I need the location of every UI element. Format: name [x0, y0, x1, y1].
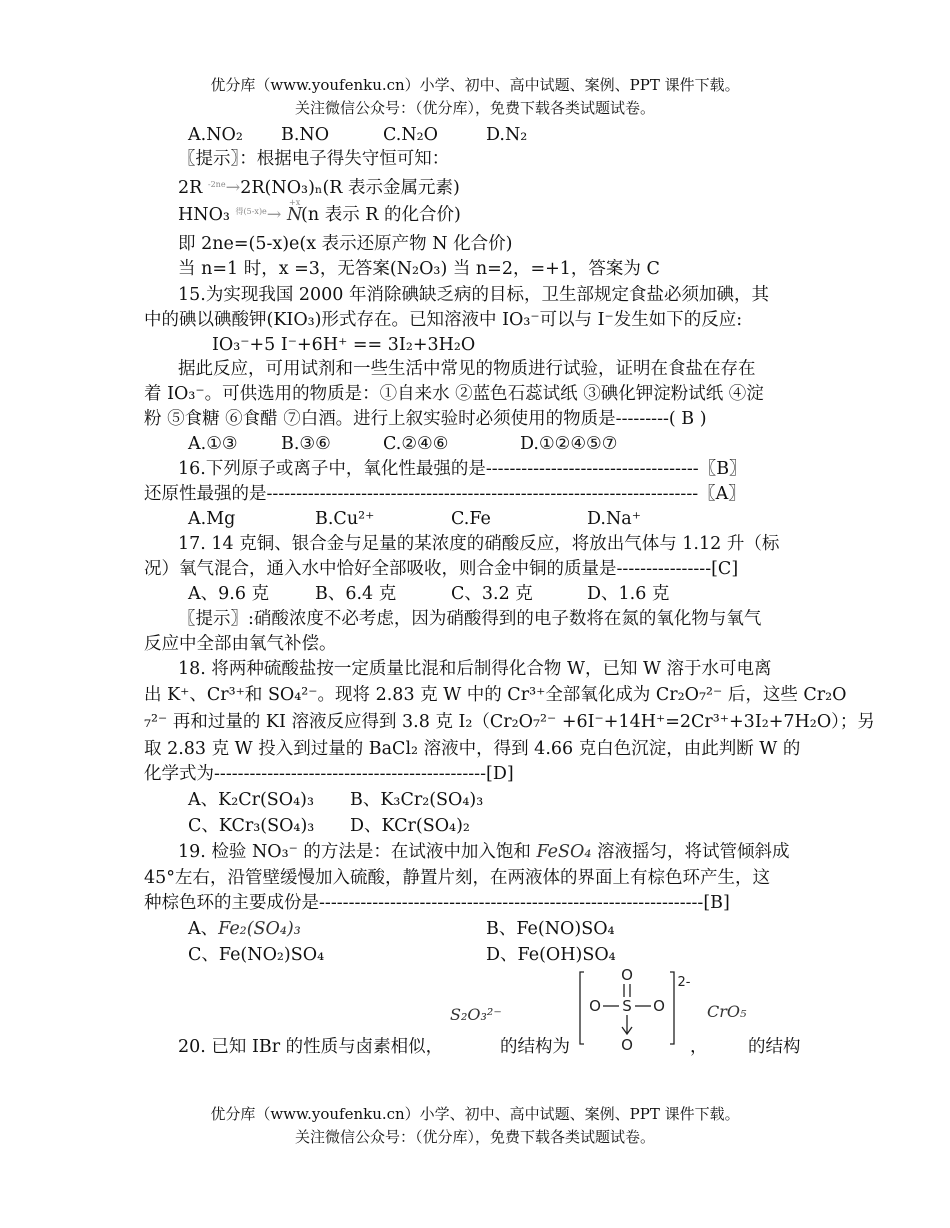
page-footer-line2: 关注微信公众号：（优分库），免费下载各类试题试卷。 — [294, 1128, 655, 1146]
q18-line-1: 18. 将两种硫酸盐按一定质量比混和后制得化合物 W，已知 W 溶于水可电离 — [178, 659, 772, 679]
q17-line-1: 17. 14 克铜、银合金与足量的某浓度的硝酸反应，将放出气体与 1.12 升（标 — [178, 534, 780, 554]
q18-line-4: 取 2.83 克 W 投入到过量的 BaCl₂ 溶液中，得到 4.66 克白色沉淀，由此判断 W 的 — [144, 739, 801, 759]
q16-option-d: D.Na⁺ — [587, 509, 641, 529]
q15-equation: IO₃⁻+5 I⁻+6H⁺ == 3I₂+3H₂O — [212, 335, 476, 355]
q17-option-b: B、6.4 克 — [315, 584, 397, 604]
q19-option-b: B、Fe(NO)SO₄ — [486, 919, 615, 939]
struct-charge: 2- — [677, 975, 691, 990]
q19-line-3: 种棕色环的主要成份是-----------------------------------------------------------------[B] — [144, 893, 730, 913]
q20-line-1c: ， — [690, 1037, 708, 1057]
page-header-line2: 关注微信公众号：（优分库），免费下载各类试题试卷。 — [294, 99, 655, 117]
struct-atom-right: O — [653, 997, 665, 1015]
q14-option-a: A.NO₂ — [188, 125, 243, 145]
q18-option-c: C、KCr₃(SO₄)₃ — [188, 816, 315, 836]
q14-line-3: 即 2ne=(5-x)e(x 表示还原产物 N 化合价) — [178, 234, 513, 254]
q19-option-d: D、Fe(OH)SO₄ — [486, 945, 616, 965]
q17-hint-2: 反应中全部由氧气补偿。 — [144, 634, 337, 654]
q20-line-1d: 的结构 — [748, 1037, 801, 1057]
q14-option-b: B.NO — [281, 125, 330, 145]
q18-line-5: 化学式为----------------------------------------------[D] — [144, 764, 514, 784]
q17-option-c: C、3.2 克 — [451, 584, 533, 604]
q15-line-1: 15.为实现我国 2000 年消除碘缺乏病的目标，卫生部规定食盐必须加碘，其 — [178, 285, 769, 305]
q20-line-1b: 的结构为 — [500, 1037, 570, 1057]
q18-option-a: A、K₂Cr(SO₄)₃ — [188, 790, 315, 810]
q15-line-5: 粉 ⑤食糖 ⑥食醋 ⑦白酒。进行上叙实验时必须使用的物质是---------( B ) — [144, 409, 707, 429]
q15-line-3: 据此反应，可用试剂和一些生活中常见的物质进行试验，证明在食盐在存在 — [178, 359, 756, 379]
q14-equation-2: HNO₃ $^{得(5-x)e}$→ +x N(n 表示 R 的化合价) — [178, 198, 461, 225]
q14-option-d: D.N₂ — [486, 125, 528, 145]
q15-line-4: 着 IO₃⁻。可供选用的物质是：①自来水 ②蓝色石蕊试纸 ③碘化钾淀粉试纸 ④淀 — [144, 384, 764, 404]
arrow-label: -2ne — [207, 180, 226, 189]
q18-option-d: D、KCr(SO₄)₂ — [350, 816, 470, 836]
q19-line-1: 19. 检验 NO₃⁻ 的方法是：在试液中加入饱和 FeSO₄ 溶液摇匀，将试管倾斜成 — [178, 842, 790, 862]
q19-line-2: 45°左右，沿管壁缓慢加入硫酸，静置片刻，在两液体的界面上有棕色环产生，这 — [144, 868, 771, 888]
q18-line-2: 出 K⁺、Cr³⁺和 SO₄²⁻。现将 2.83 克 W 中的 Cr³⁺全部氧化成为 Cr₂O₇²⁻ 后，这些 Cr₂O — [144, 685, 847, 705]
q16-line-1: 16.下列原子或离子中，氧化性最强的是------------------------------------〖B〗 — [178, 459, 747, 479]
q16-option-a: A.Mg — [188, 509, 236, 529]
q19-option-a: A、Fe₂(SO₄)₃ — [188, 919, 301, 939]
q14-option-c: C.N₂O — [383, 125, 439, 145]
q17-option-d: D、1.6 克 — [587, 584, 670, 604]
feso4-formula: FeSO₄ — [536, 842, 592, 862]
struct-atom-top: O — [621, 966, 633, 984]
q16-option-c: C.Fe — [451, 509, 491, 529]
struct-atom-center: S — [622, 997, 632, 1015]
q15-option-d: D.①②④⑤⑦ — [520, 434, 618, 454]
q17-option-a: A、9.6 克 — [188, 584, 270, 604]
cro5-formula: CrO₅ — [707, 1002, 747, 1021]
q14-line-4: 当 n=1 时，x =3，无答案(N₂O₃) 当 n=2，=+1，答案为 C — [178, 259, 660, 279]
arrow-label: 得(5-x)e — [235, 207, 267, 216]
q14-equation-1: 2R $^{-2ne}$→2R(NO₃)ₙ(R 表示金属元素) — [178, 178, 460, 198]
thiosulfate-structure-diagram — [570, 966, 700, 1056]
q15-line-2: 中的碘以碘酸钾(KIO₃)形式存在。已知溶液中 IO₃⁻可以与 I⁻发生如下的反应: — [144, 310, 743, 330]
page-footer-line1: 优分库（www.youfenku.cn）小学、初中、高中试题、案例、PPT 课件下载。 — [210, 1105, 740, 1123]
q16-option-b: B.Cu²⁺ — [315, 509, 375, 529]
thiosulfate-formula: S₂O₃²⁻ — [450, 1005, 502, 1024]
q15-option-b: B.③⑥ — [281, 434, 331, 454]
q17-line-2: 况）氧气混合，通入水中恰好全部吸收，则合金中铜的质量是----------------[C] — [144, 559, 739, 579]
q15-option-c: C.②④⑥ — [383, 434, 449, 454]
bracket-left — [580, 972, 584, 1044]
q19-option-c: C、Fe(NO₂)SO₄ — [188, 945, 325, 965]
struct-atom-bottom: O — [621, 1036, 633, 1054]
q16-line-2: 还原性最强的是-------------------------------------------------------------------------〖A〗 — [144, 484, 746, 504]
q15-option-a: A.①③ — [188, 434, 238, 454]
q18-option-b: B、K₃Cr₂(SO₄)₃ — [350, 790, 484, 810]
q18-line-3: ₇²⁻ 再和过量的 KI 溶液反应得到 3.8 克 I₂（Cr₂O₇²⁻ +6I⁻+14H⁺=2Cr³⁺+3I₂+7H₂O）；另 — [144, 712, 875, 732]
q17-hint-1: 〖提示〗:硝酸浓度不必考虑，因为硝酸得到的电子数将在氮的氧化物与氧气 — [178, 609, 762, 629]
struct-atom-left: O — [589, 997, 601, 1015]
q20-line-1a: 20. 已知 IBr 的性质与卤素相似， — [178, 1037, 444, 1057]
page-header-line1: 优分库（www.youfenku.cn）小学、初中、高中试题、案例、PPT 课件下载。 — [210, 76, 740, 94]
bracket-right — [670, 972, 674, 1044]
q14-hint: 〖提示〗：根据电子得失守恒可知： — [178, 149, 450, 169]
